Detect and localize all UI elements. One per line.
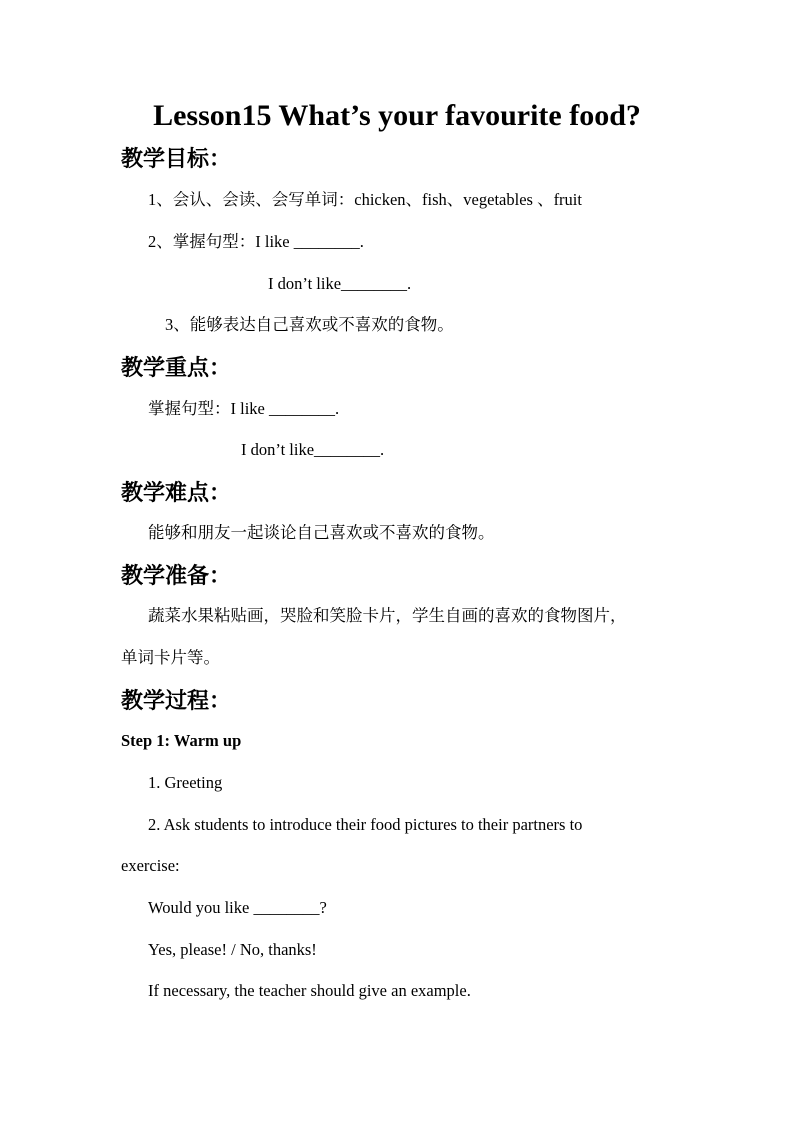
- difficulties-heading: 教学难点：: [121, 480, 232, 505]
- preparation-heading: 教学准备：: [121, 563, 232, 588]
- objectives-heading: 教学目标：: [121, 146, 232, 171]
- objective-item-2-pattern: I don’t like________.: [268, 274, 412, 293]
- key-points-line-1: 掌握句型：I like ________.: [148, 399, 340, 418]
- page-title: Lesson15 What’s your favourite food?: [153, 99, 641, 132]
- process-item-2: 2. Ask students to introduce their food pictures to their partners to: [148, 815, 583, 834]
- objective-item-3: 3、能够表达自己喜欢或不喜欢的食物。: [165, 315, 454, 334]
- dialog-line-2: Yes, please! / No, thanks!: [148, 940, 317, 959]
- preparation-line-2: 单词卡片等。: [121, 648, 220, 667]
- process-item-1: 1. Greeting: [148, 773, 223, 792]
- step-1-heading: Step 1: Warm up: [121, 731, 242, 750]
- process-heading: 教学过程：: [121, 688, 232, 713]
- difficulties-line-1: 能够和朋友一起谈论自己喜欢或不喜欢的食物。: [148, 523, 495, 542]
- key-points-heading: 教学重点：: [121, 355, 232, 380]
- objective-item-2: 2、掌握句型：I like ________.: [148, 232, 364, 251]
- process-item-2-continued: exercise:: [121, 856, 180, 875]
- teacher-note: If necessary, the teacher should give an example.: [148, 981, 471, 1000]
- key-points-line-2: I don’t like________.: [241, 440, 385, 459]
- objective-item-1: 1、会认、会读、会写单词：chicken、fish、vegetables 、fruit: [148, 190, 582, 209]
- preparation-line-1: 蔬菜水果粘贴画，哭脸和笑脸卡片，学生自画的喜欢的食物图片，: [148, 606, 627, 625]
- dialog-line-1: Would you like ________?: [148, 898, 327, 917]
